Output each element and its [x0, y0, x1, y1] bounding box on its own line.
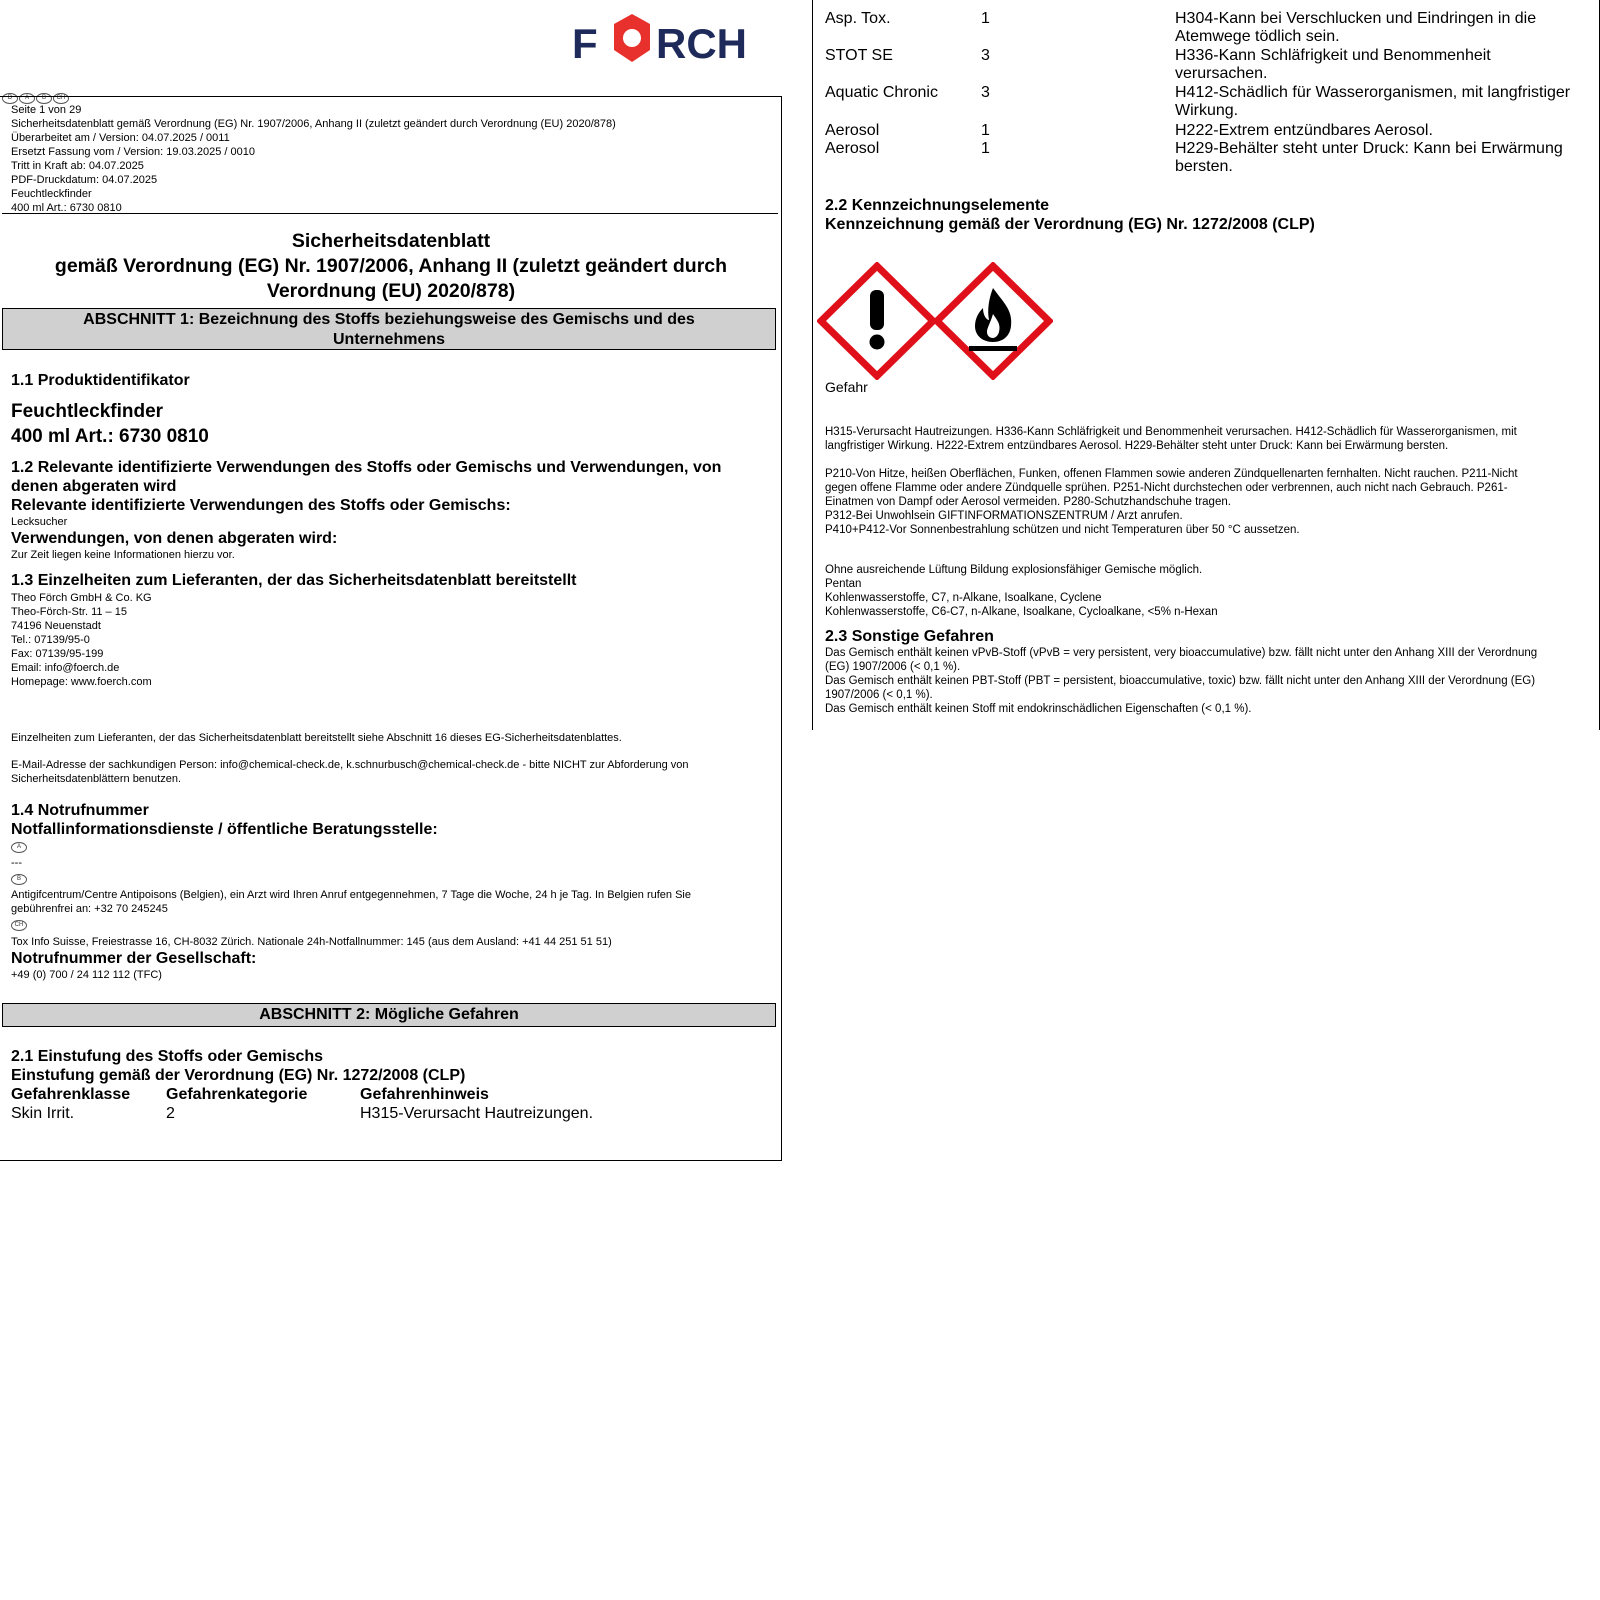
table-cell-statement: H315-Verursacht Hautreizungen. [360, 1105, 594, 1122]
logo-text-F: F [572, 20, 598, 67]
supplier-email: Email: info@foerch.de [11, 662, 120, 674]
table-header-class: Gefahrenklasse [11, 1086, 131, 1103]
extra-line: Ohne ausreichende Lüftung Bildung explosionsfähiger Gemische möglich. [825, 564, 1203, 576]
advised-against-text: Zur Zeit liegen keine Informationen hierzu vor. [11, 549, 235, 561]
p-statement-line: gegen offene Flamme oder andere Zündquelle sprühen. P251-Nicht durchstechen oder verbrennen, auch nicht nach Gebrauch. P261- [825, 482, 1508, 494]
company-emergency-heading: Notrufnummer der Gesellschaft: [11, 950, 257, 967]
table-header-category: Gefahrenkategorie [166, 1086, 308, 1103]
header-print-date: PDF-Druckdatum: 04.07.2025 [11, 174, 158, 186]
hazard-category: 1 [981, 140, 990, 157]
subsection-2-1-title: 2.1 Einstufung des Stoffs oder Gemischs [11, 1048, 324, 1065]
statement-line: bersten. [1175, 158, 1233, 175]
country-badge-b: B [11, 874, 27, 885]
subsection-1-2-title [11, 458, 771, 496]
page-number: Seite 1 von 29 [11, 104, 82, 116]
p-statement-line: P312-Bei Unwohlsein GIFTINFORMATIONSZENTRUM / Arzt anrufen. [825, 510, 1183, 522]
hazard-category: 1 [981, 122, 990, 139]
statement-line: Atemwege tödlich sein. [1175, 28, 1340, 45]
statement-line: verursachen. [1175, 65, 1268, 82]
table-cell-category: 2 [166, 1105, 175, 1122]
product-article: 400 ml Art.: 6730 0810 [11, 426, 209, 447]
section-1-title: ABSCHNITT 1: Bezeichnung des Stoffs beziehungsweise des Gemischs und des [83, 311, 695, 328]
swiss-emergency: Tox Info Suisse, Freiestrasse 16, CH-8032 Zürich. Nationale 24h-Notfallnummer: 145 (aus dem Ausland: +41 44 251 51 51) [11, 936, 612, 948]
hazard-statement [1175, 140, 1585, 176]
hazard-statement [1175, 47, 1585, 83]
statement-line: H304-Kann bei Verschlucken und Eindringen in die [1175, 10, 1537, 27]
p-statement-line: P410+P412-Vor Sonnenbestrahlung schützen und nicht Temperaturen über 50 °C aussetzen. [825, 524, 1300, 536]
hazard-class: Aerosol [825, 122, 880, 139]
supplier-line: Fax: 07139/95-199 [11, 648, 104, 660]
p-statement-line: Einatmen von Dampf oder Aerosol vermeiden. P280-Schutzhandschuhe tragen. [825, 496, 1231, 508]
title-line: Sicherheitsdatenblatt [291, 230, 491, 252]
hazard-statements-text [825, 425, 1595, 453]
country-a-block [11, 839, 28, 857]
header-revised: Überarbeitet am / Version: 04.07.2025 / 0011 [11, 132, 230, 144]
hazard-category: 3 [981, 84, 990, 101]
header-product: Feuchtleckfinder [11, 188, 92, 200]
advised-against-heading: Verwendungen, von denen abgeraten wird: [11, 530, 338, 547]
document-title [0, 229, 782, 304]
country-badge: CH [53, 93, 69, 104]
subsection-2-3-title: 2.3 Sonstige Gefahren [825, 628, 994, 645]
header-article: 400 ml Art.: 6730 0810 [11, 202, 122, 214]
statement-line: H412-Schädlich für Wasserorganismen, mit langfristiger [1175, 84, 1571, 101]
supplier-line: Theo Förch GmbH & Co. KG [11, 592, 152, 604]
belgium-emergency [11, 888, 776, 916]
relevant-uses-text: Lecksucher [11, 516, 68, 528]
signal-word: Gefahr [825, 379, 868, 395]
hazard-category: 1 [981, 10, 990, 27]
country-badge-ch: CH [11, 920, 27, 931]
supplier-line: 74196 Neuenstadt [11, 620, 101, 632]
other-hazard-line: Das Gemisch enthält keinen PBT-Stoff (PBT = persistent, bioaccumulative, toxic) bzw. fällt nicht unter den Anhang XIII der Verordnung (EG) [825, 675, 1536, 687]
country-ch-block [11, 917, 28, 935]
product-name: Feuchtleckfinder [11, 401, 164, 422]
country-badge-a: A [11, 842, 27, 853]
section-2-header: ABSCHNITT 2: Mögliche Gefahren [2, 1003, 776, 1027]
belgium-line: Antigifcentrum/Centre Antipoisons (Belgien), ein Arzt wird Ihren Anruf entgegennehmen, 7 Tage die Woche, 24 h je Tag. In Belgien rufen Sie [11, 889, 691, 901]
country-b-block [11, 871, 28, 889]
statement-line: Wirkung. [1175, 102, 1239, 119]
hazard-class: Aerosol [825, 140, 880, 157]
competent-person-email [11, 758, 776, 786]
header-regulation: Sicherheitsdatenblatt gemäß Verordnung (EG) Nr. 1907/2006, Anhang II (zuletzt geändert durch Verordnung (EU) 2020/878) [11, 118, 616, 130]
classification-regulation: Einstufung gemäß der Verordnung (EG) Nr. 1272/2008 (CLP) [11, 1067, 466, 1084]
left-page [0, 0, 784, 1162]
other-hazard-line: 1907/2006 (< 0,1 %). [825, 689, 933, 701]
foerch-logo [572, 10, 784, 70]
h-statement-line: langfristiger Wirkung. H222-Extrem entzündbares Aerosol. H229-Behälter steht unter Druck: Kann bei Erwärmung bersten. [825, 440, 1449, 452]
title-line: Verordnung (EU) 2020/878) [266, 280, 516, 302]
header-info [11, 103, 616, 215]
extra-line: Pentan [825, 578, 862, 590]
email-line: Sicherheitsdatenblättern benutzen. [11, 773, 182, 785]
belgium-line: gebührenfrei an: +32 70 245245 [11, 903, 168, 915]
subsection-1-4-title: 1.4 Notrufnummer [11, 802, 149, 819]
section-1-header [2, 308, 776, 350]
p-statement-line: P210-Von Hitze, heißen Oberflächen, Funken, offenen Flammen sowie anderen Zündquellenarten fernhalten. Nicht rauchen. P211-Nicht [825, 468, 1518, 480]
hazard-statement [1175, 84, 1585, 120]
subsection-1-1-title: 1.1 Produktidentifikator [11, 372, 190, 389]
supplier-note: Einzelheiten zum Lieferanten, der das Sicherheitsdatenblatt bereitstellt siehe Abschnitt 16 dieses EG-Sicherheitsdatenblattes. [11, 732, 622, 744]
hazard-class: Asp. Tox. [825, 10, 891, 27]
header-replaces: Ersetzt Fassung vom / Version: 19.03.2025 / 0010 [11, 146, 255, 158]
other-hazard-line: (EG) 1907/2006 (< 0,1 %). [825, 661, 961, 673]
other-hazards-text [825, 646, 1595, 716]
company-emergency-phone: +49 (0) 700 / 24 112 112 (TFC) [11, 969, 162, 981]
austria-emergency: --- [11, 857, 22, 869]
logo-hexagon-hole [623, 29, 641, 47]
extra-line: Kohlenwasserstoffe, C7, n-Alkane, Isoalkane, Cyclene [825, 592, 1102, 604]
relevant-uses-heading: Relevante identifizierte Verwendungen des Stoffs oder Gemischs: [11, 497, 511, 514]
country-badge: A [19, 93, 35, 104]
other-hazard-line: Das Gemisch enthält keinen vPvB-Stoff (vPvB = very persistent, very bioaccumulative) bzw. fällt nicht unter den Anhang XIII der Verordnung [825, 647, 1538, 659]
subsection-1-3-title: 1.3 Einzelheiten zum Lieferanten, der das Sicherheitsdatenblatt bereitstellt [11, 572, 577, 589]
h-statement-line: H315-Verursacht Hautreizungen. H336-Kann Schläfrigkeit und Benommenheit verursachen. H412-Schädlich für Wasserorganismen, mit [825, 426, 1517, 438]
right-page [812, 0, 1600, 730]
table-cell-class: Skin Irrit. [11, 1105, 75, 1122]
exclamation-mark-icon [817, 262, 937, 380]
extra-line: Kohlenwasserstoffe, C6-C7, n-Alkane, Isoalkane, Cycloalkane, <5% n-Hexan [825, 606, 1218, 618]
logo-text-RCH: RCH [656, 20, 747, 67]
hazard-statement [1175, 10, 1585, 46]
subsection-title-line: denen abgeraten wird [11, 478, 177, 495]
hazard-class: STOT SE [825, 47, 893, 64]
header-effective: Tritt in Kraft ab: 04.07.2025 [11, 160, 144, 172]
supplier-line: Tel.: 07139/95-0 [11, 634, 90, 646]
country-badge: D [2, 93, 18, 104]
country-badge: B [36, 93, 52, 104]
email-line: E-Mail-Adresse der sachkundigen Person: info@chemical-check.de, k.schnurbusch@chemical-check.de - bitte NICHT zur Abforderung von [11, 759, 689, 771]
flame-icon [933, 262, 1053, 380]
other-hazard-line: Das Gemisch enthält keinen Stoff mit endokrinschädlichen Eigenschaften (< 0,1 %). [825, 703, 1252, 715]
title-line: gemäß Verordnung (EG) Nr. 1907/2006, Anhang II (zuletzt geändert durch [54, 255, 728, 277]
additional-info [825, 563, 1595, 619]
subsection-2-2-title: 2.2 Kennzeichnungselemente [825, 197, 1050, 214]
section-1-title: Unternehmens [332, 331, 446, 348]
emergency-services-heading: Notfallinformationsdienste / öffentliche Beratungsstelle: [11, 821, 438, 838]
statement-line: H229-Behälter steht unter Druck: Kann bei Erwärmung [1175, 140, 1563, 157]
statement-line: H336-Kann Schläfrigkeit und Benommenheit [1175, 47, 1491, 64]
precautionary-statements-text [825, 467, 1595, 537]
subsection-title-line: 1.2 Relevante identifizierte Verwendungen des Stoffs oder Gemischs und Verwendungen, von [11, 459, 722, 476]
supplier-homepage: Homepage: www.foerch.com [11, 676, 152, 688]
hazard-category: 3 [981, 47, 990, 64]
header-divider [2, 213, 778, 214]
hazard-class: Aquatic Chronic [825, 84, 938, 101]
supplier-address [11, 591, 152, 689]
table-header-statement: Gefahrenhinweis [360, 1086, 489, 1103]
labelling-regulation: Kennzeichnung gemäß der Verordnung (EG) Nr. 1272/2008 (CLP) [825, 216, 1315, 233]
supplier-line: Theo-Förch-Str. 11 – 15 [11, 606, 127, 618]
hazard-statement: H222-Extrem entzündbares Aerosol. [1175, 122, 1433, 139]
